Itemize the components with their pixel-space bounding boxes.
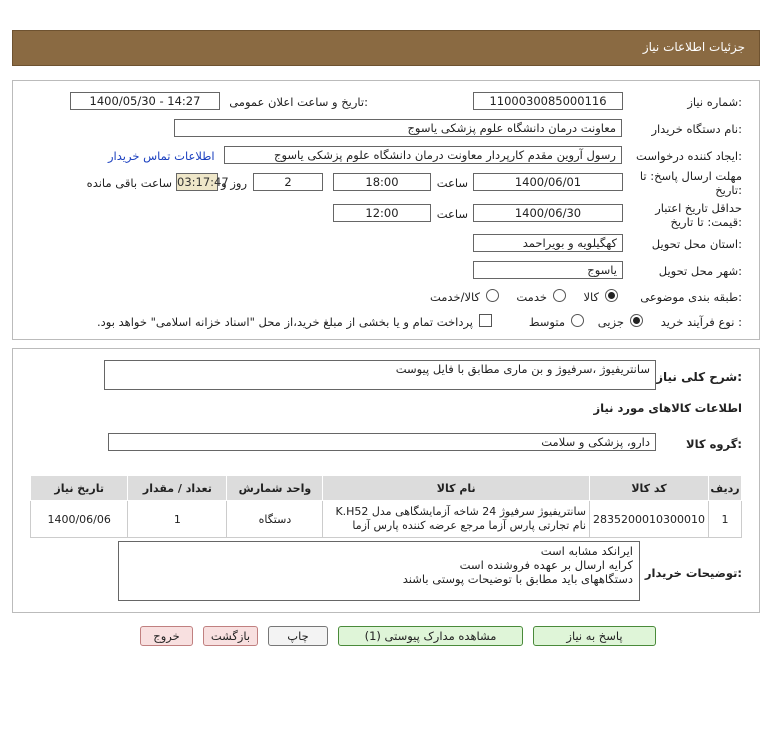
col-code: کد کالا [590, 476, 709, 501]
page-header [12, 30, 760, 66]
validity-time-label: ساعت [436, 207, 468, 221]
deadline-time-field: 18:00 [333, 173, 431, 191]
need-number-label: شماره نیاز: [687, 95, 742, 109]
buyer-label: نام دستگاه خریدار: [651, 122, 742, 136]
buyer-field: معاونت درمان دانشگاه علوم پزشکی یاسوج [174, 119, 622, 137]
goods-table [30, 475, 742, 538]
validity-label-2: قیمت: تا تاریخ: [670, 215, 742, 229]
group-label: گروه کالا: [686, 437, 742, 451]
category-option-goods: کالا [583, 290, 599, 304]
cell-row: 1 [709, 501, 742, 538]
process-radio-minor[interactable] [630, 314, 643, 327]
summary-field: سانتریفیوژ ،سرفیوژ و بن ماری مطابق با فایل پیوست [104, 360, 656, 390]
goods-info-title: اطلاعات کالاهای مورد نیاز [593, 401, 742, 415]
process-label: نوع فرآیند خرید : [660, 315, 742, 329]
summary-label: شرح کلی نیاز: [656, 370, 742, 384]
exit-button[interactable]: خروج [140, 626, 193, 646]
days-label: روز و [221, 176, 247, 190]
city-label: شهر محل تحویل: [658, 264, 742, 278]
print-button[interactable]: چاپ [268, 626, 328, 646]
announce-field: 1400/05/30 - 14:27 [70, 92, 220, 110]
validity-label: حداقل تاریخ اعتبار [655, 201, 742, 215]
cell-unit: دستگاه [227, 501, 323, 538]
col-row: ردیف [709, 476, 742, 501]
creator-label: ایجاد کننده درخواست: [636, 149, 742, 163]
validity-date-field: 1400/06/30 [473, 204, 623, 222]
table-row [31, 501, 742, 538]
deadline-date-field: 1400/06/01 [473, 173, 623, 191]
category-label: طبقه بندی موضوعی: [640, 290, 742, 304]
col-unit: واحد شمارش [227, 476, 323, 501]
creator-field: رسول آروین مقدم کارپردار معاونت درمان دانشگاه علوم پزشکی یاسوج [224, 146, 622, 164]
notes-label: توضیحات خریدار: [644, 566, 742, 580]
cell-name: سانتریفیوژ سرفیوژ 24 شاخه آزمایشگاهی مدل K.H52 نام تجارتی پارس آزما مرجع عرضه کننده پارس آزما [323, 501, 590, 538]
announce-label: تاریخ و ساعت اعلان عمومی: [229, 95, 368, 109]
process-radio-medium[interactable] [571, 314, 584, 327]
payment-note: پرداخت تمام و یا بخشی از مبلغ خرید،از محل "اسناد خزانه اسلامی" خواهد بود. [97, 315, 473, 329]
attachments-button[interactable]: مشاهده مدارک پیوستی (1) [338, 626, 523, 646]
category-radio-goods[interactable] [605, 289, 618, 302]
deadline-label: مهلت ارسال پاسخ: تا [639, 169, 742, 183]
cell-date: 1400/06/06 [31, 501, 128, 538]
validity-time-field: 12:00 [333, 204, 431, 222]
treasury-checkbox[interactable] [479, 314, 492, 327]
province-field: کهگیلویه و بویراحمد [473, 234, 623, 252]
col-qty: تعداد / مقدار [128, 476, 227, 501]
col-name: نام کالا [323, 476, 590, 501]
table-header-row [31, 476, 742, 501]
cell-code: 2835200010300010 [590, 501, 709, 538]
process-option-medium: متوسط [528, 315, 565, 329]
group-field: دارو، پزشکی و سلامت [108, 433, 656, 451]
category-option-service: خدمت [516, 290, 547, 304]
category-radio-both[interactable] [486, 289, 499, 302]
days-field: 2 [253, 173, 323, 191]
remaining-label: ساعت باقی مانده [86, 176, 172, 190]
reply-button[interactable]: پاسخ به نیاز [533, 626, 656, 646]
back-button[interactable]: بازگشت [203, 626, 258, 646]
need-number-field: 1100030085000116 [473, 92, 623, 110]
notes-line: کرایه ارسال بر عهده فروشنده است [459, 558, 633, 572]
city-field: یاسوج [473, 261, 623, 279]
cell-qty: 1 [128, 501, 227, 538]
notes-line: دستگاههای باید مطابق با توضیحات پوستی باشند [402, 572, 633, 586]
notes-box [118, 541, 640, 601]
category-radio-service[interactable] [553, 289, 566, 302]
province-label: استان محل تحویل: [651, 237, 742, 251]
col-date: تاریخ نیاز [31, 476, 128, 501]
deadline-time-label: ساعت [436, 176, 468, 190]
process-option-minor: جزیی [597, 315, 624, 329]
buyer-contact-link[interactable]: اطلاعات تماس خریدار [108, 149, 215, 163]
category-option-both: کالا/خدمت [429, 290, 480, 304]
page-title: جزئیات اطلاعات نیاز [642, 40, 745, 54]
notes-line: ایرانکد مشابه است [540, 544, 633, 558]
deadline-label-2: تاریخ: [715, 183, 742, 197]
remaining-time-field: 03:17:47 [177, 175, 229, 189]
